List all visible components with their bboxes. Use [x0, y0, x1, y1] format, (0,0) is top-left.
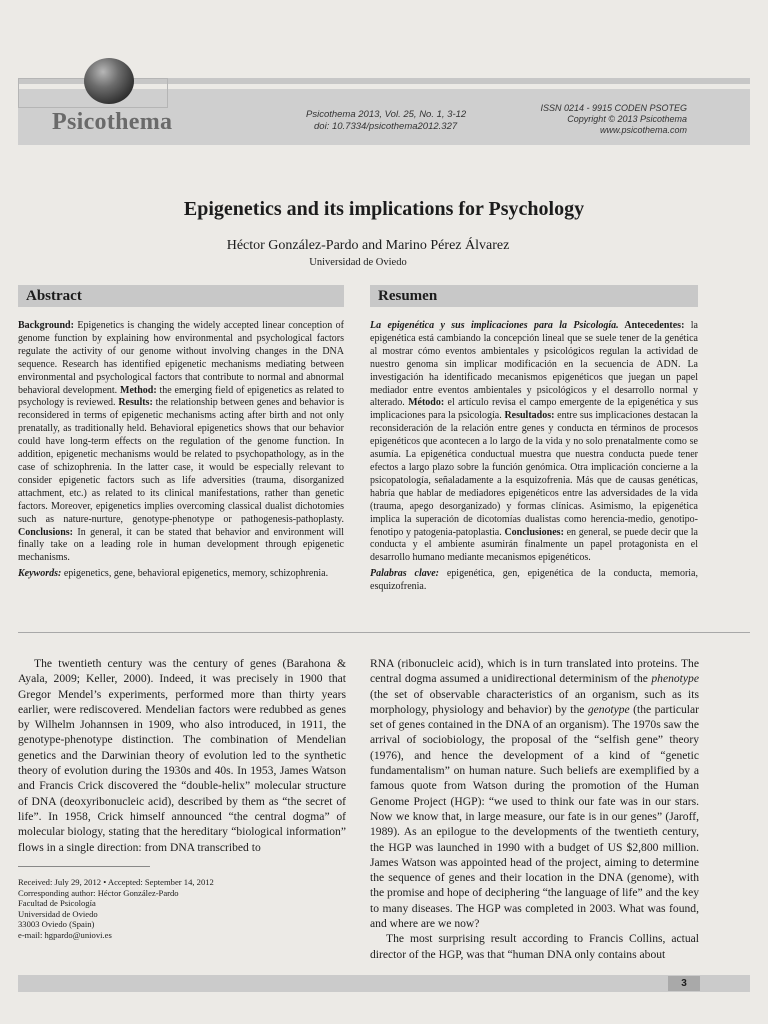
journal-copyright: Copyright © 2013 Psicothema	[567, 114, 687, 124]
footer-band	[18, 975, 750, 992]
background-text: Epigenetics is changing the widely accepted linear conception of genome function by explaining how environmental and psychological factors regulate the activity of our genome without involving changes in the DNA sequence. Research has identified epigenetic mechanisms mediating between environmental and psychological factors that contribute to normal and abnormal behavioral development.	[18, 320, 344, 396]
metodo-text: el artículo revisa el campo emergente de la epigenética y sus implicaciones para la psicología.	[370, 397, 699, 422]
journal-citation: Psicothema 2013, Vol. 25, No. 1, 3-12	[306, 109, 467, 120]
section-divider	[18, 632, 750, 633]
resumen-paragraph	[370, 320, 698, 565]
university: Universidad de Oviedo	[18, 908, 98, 919]
resultados-text: entre sus implicaciones destacan la reconsideración de la relación entre genes y conducta en términos de procesos epigenéticos que acontecen a lo largo de la vida y no solo prenatalmente como se asumía. La epigenética conductual muestra que nuestra conducta puede tener efectos a largo plazo sobre la función genómica. Otra implicación concierne a la psicopatología, señaladamente a la esquizofrenia. Más que de causas genéticas, habría que hablar de mediadores epigenéticos entre las adversidades de la vida (trauma, apego desorganizado) y formas clínicas. Asimismo, la epigenética implica la superación de dicotomías dualistas como herencia-medio, genotipo-fenotipo y patogenia-patoplastia.	[370, 410, 698, 538]
term-phenotype: phenotype	[651, 672, 699, 686]
conclusiones-label: Conclusiones:	[504, 526, 564, 538]
journal-logo-text: Psicothema	[52, 109, 173, 135]
keywords-label: Keywords:	[18, 568, 62, 580]
body-paragraph: The twentieth century was the century of genes (Barahona & Ayala, 2009; Keller, 2000). Indeed, it was precisely in 1900 that Gregor Mendel’s experiments, performed more than thirty years earlier, were rediscovered. Mendelian factors were redubbed as genes by Wilhelm Johannsen in 1909, who also introduced, in 1911, the genotype-phenotype distinction. The combination of Mendelian genetics and the Darwinian theory of evolution led to the synthetic theory of evolution during the 1930s and 40s. In 1953, James Watson and Francis Crick discovered the “double-helix” molecular structure of DNA (deoxyribonucleic acid), described by them as “the secret of life”. In 1958, Crick himself announced “the central dogma” of molecular biology, stating that the hereditary “biological information” flows in a single direction: from DNA transcribed to	[18, 657, 346, 854]
faculty: Facultad de Psicología	[18, 898, 96, 909]
conclusions-label: Conclusions:	[18, 526, 74, 538]
corresponding-author: Corresponding author: Héctor González-Pardo	[18, 887, 179, 898]
body-column-right	[370, 656, 699, 962]
journal-website: www.psicothema.com	[599, 125, 687, 135]
footnote-rule	[18, 866, 150, 867]
method-label: Method:	[120, 384, 157, 396]
article-authors: Héctor González-Pardo and Marino Pérez Álvarez	[226, 238, 510, 253]
resultados-label: Resultados:	[504, 410, 555, 422]
abstract-paragraph	[18, 320, 344, 565]
resumen-keywords	[370, 568, 698, 594]
body-text: RNA (ribonucleic acid), which is in turn translated into proteins. The central dogma assumed a unidirectional determinism of the	[370, 657, 699, 686]
keywords-text: epigenetics, gene, behavioral epigenetics, memory, schizophrenia.	[61, 568, 329, 580]
results-label: Results:	[118, 397, 153, 409]
body-text: (the particular set of genes contained in the DNA of an organism). The 1970s saw the arrival of sociobiology, the proposal of the “selfish gene” theory (1976), and hence the development of a kind of “genetic fundamentalism” on human nature. Such beliefs are exemplified by a famous quote from Watson during the promotion of the Human Genome Project (HGP): “we used to think our fate was in our stars. Now we know that, in large measure, our fate is in our genes” (Jaroff, 1989). As an epilogue to the developments of the twentieth century, the HGP was launched in 1990 with a budget of US $2,800 million. James Watson was appointed head of the project, aiming to determine the sequence of genes and their location in the DNA (genome), with the promise and hope of deciphering “the language of life” and the key to many diseases. The HGP was completed in 2003. What was found, and where are we now?	[370, 702, 700, 931]
correspondence-footnote	[18, 877, 346, 941]
background-label: Background:	[18, 320, 74, 331]
resumen-heading: Resumen	[378, 288, 438, 304]
body-paragraph	[370, 656, 699, 931]
journal-issn: ISSN 0214 - 9915 CODEN PSOTEG	[540, 103, 687, 113]
resumen-heading-bar	[370, 285, 698, 307]
resumen-body	[370, 320, 698, 594]
conclusions-text: In general, it can be stated that behavior and environment will finally take on a leading role in human development through epigenetic mechanisms.	[18, 526, 344, 564]
article-doi: doi: 10.7334/psicothema2012.327	[314, 121, 458, 132]
metodo-label: Método:	[408, 397, 445, 409]
body-text: (the set of observable characteristics of an organism, such as its morphology, physiology and behavior) by the	[370, 687, 699, 716]
received-dates: Received: July 29, 2012 • Accepted: September 14, 2012	[18, 877, 214, 887]
resumen-title: La epigenética y sus implicaciones para la Psicología.	[370, 320, 619, 331]
abstract-heading: Abstract	[26, 288, 82, 304]
journal-logo-sphere-icon	[84, 58, 134, 104]
abstract-heading-bar	[18, 285, 344, 307]
conclusiones-text: en general, se puede decir que la conducta y el ambiente asumirán finalmente un papel protagonista en el desarrollo humano mediante mecanismos epigenéticos.	[370, 526, 698, 564]
body-column-left	[18, 656, 346, 855]
article-title: Epigenetics and its implications for Psychology	[183, 198, 585, 220]
email: e-mail: hgpardo@uniovi.es	[18, 929, 112, 940]
city: 33003 Oviedo (Spain)	[18, 919, 95, 930]
body-paragraph: The most surprising result according to Francis Collins, actual director of the HGP, was that “human DNA only contains about	[370, 932, 699, 961]
results-text: the relationship between genes and behavior is reconsidered in terms of epigenetic mechanisms acting after birth and not only prenatally, as traditionally held. Behavioral epigenetics shows that our behavior could have long-term effects on the regulation of the genome function. In addition, epigenetic mechanisms would be related to psychopathology, as in the case of schizophrenia. In the latter case, it would be especially relevant to consider epigenetic factors such as life adversities (trauma, disorganized attachment, etc.) as related to its clinical manifestations, rather than genetic factors. Moreover, epigenetics implies overcoming classical dualist dichotomies such as nature-nurture, genotype-phenotype or pathogenesis-pathoplasty.	[18, 397, 344, 525]
palabras-clave-label: Palabras clave:	[370, 568, 439, 580]
article-affiliation: Universidad de Oviedo	[309, 257, 407, 268]
antecedentes-text: la epigenética está cambiando la concepción lineal que se suele tener de la genética al mostrar cómo eventos ambientales y psicológicos regulan la actividad de nuestro genoma sin implicar modificación en la secuencia de ADN. La investigación ha identificado mecanismos epigenéticos que juegan un papel mediador entre eventos ambientales y psicológicos y el desarrollo normal y alterado.	[370, 320, 698, 409]
palabras-clave-text: epigenética, gen, epigenética de la conducta, memoria, esquizofrenia.	[370, 568, 698, 593]
abstract-body	[18, 320, 344, 581]
page-number: 3	[668, 976, 700, 991]
abstract-keywords	[18, 568, 344, 581]
method-text: the emerging field of epigenetics as related to psychology is reviewed.	[18, 384, 344, 409]
term-genotype: genotype	[587, 702, 630, 716]
antecedentes-label: Antecedentes:	[618, 320, 685, 331]
